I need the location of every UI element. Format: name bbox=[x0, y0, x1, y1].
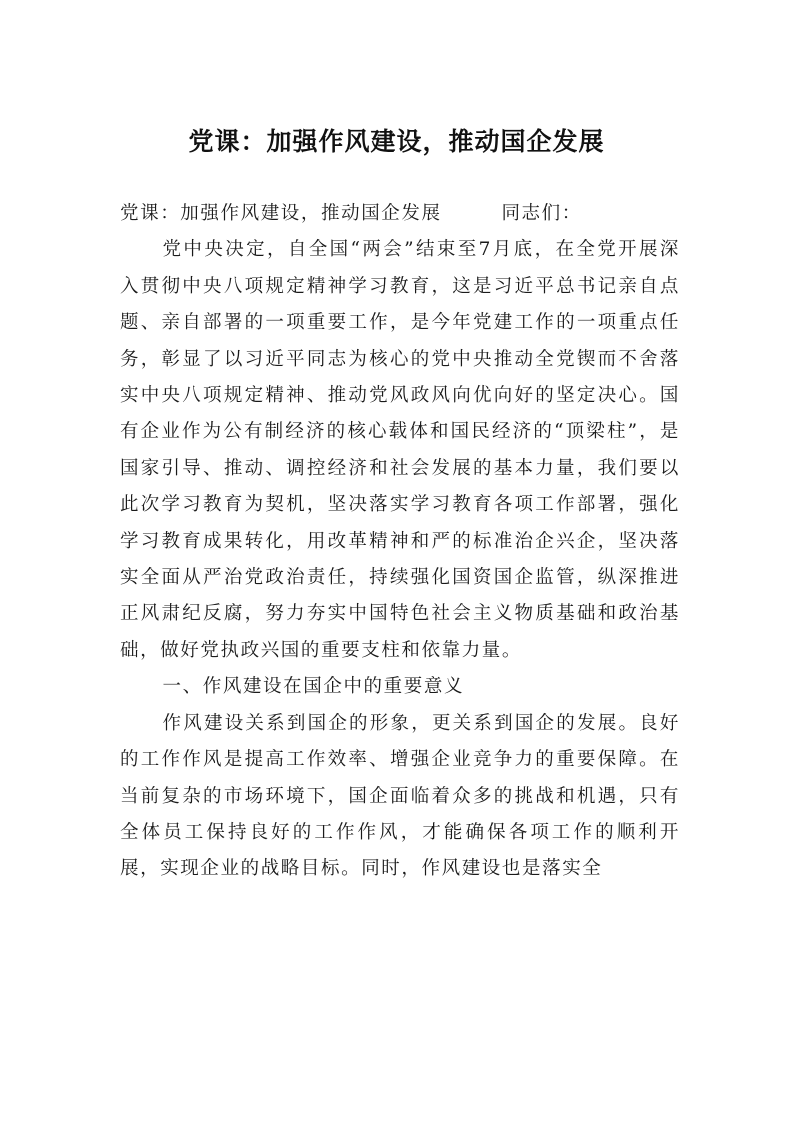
document-title: 党课：加强作风建设，推动国企发展 bbox=[188, 127, 605, 156]
lead-line: 党课：加强作风建设，推动国企发展 同志们： bbox=[120, 203, 582, 224]
section-heading: 一、作风建设在国企中的重要意义 bbox=[162, 676, 465, 698]
paragraph-section-1: 作风建设关系到国企的形象，更关系到国企的发展。良好的工作作风是提高工作效率、增强企业竞争力的重要保障。在当前复杂的市场环境下，国企面临着众多的挑战和机遇，只有全体员工保持良好的工作作风，才能确保各项工作的顺利开展，实现企业的战略目标。同时，作风建设也是落实全 bbox=[120, 712, 680, 880]
paragraph-intro: 党中央决定，自全国“两会”结束至7月底，在全党开展深入贯彻中央八项规定精神学习教育，这是习近平总书记亲自点题、亲自部署的一项重要工作，是今年党建工作的一项重点任务，彰显了以习近平同志为核心的党中央推动全党锲而不舍落实中央八项规定精神、推动党风政风向优向好的坚定决心。国有企业作为公有制经济的核心载体和国民经济的“顶梁柱”，是国家引导、推动、调控经济和社会发展的基本力量，我们要以此次学习教育为契机，坚决落实学习教育各项工作部署，强化学习教育成果转化，用改革精神和严的标准治企兴企，坚决落实全面从严治党政治责任，持续强化国资国企监管，纵深推进正风肃纪反腐，努力夯实中国特色社会主义物质基础和政治基础，做好党执政兴国的重要支柱和依靠力量。 bbox=[120, 239, 680, 661]
document-body bbox=[120, 196, 680, 888]
